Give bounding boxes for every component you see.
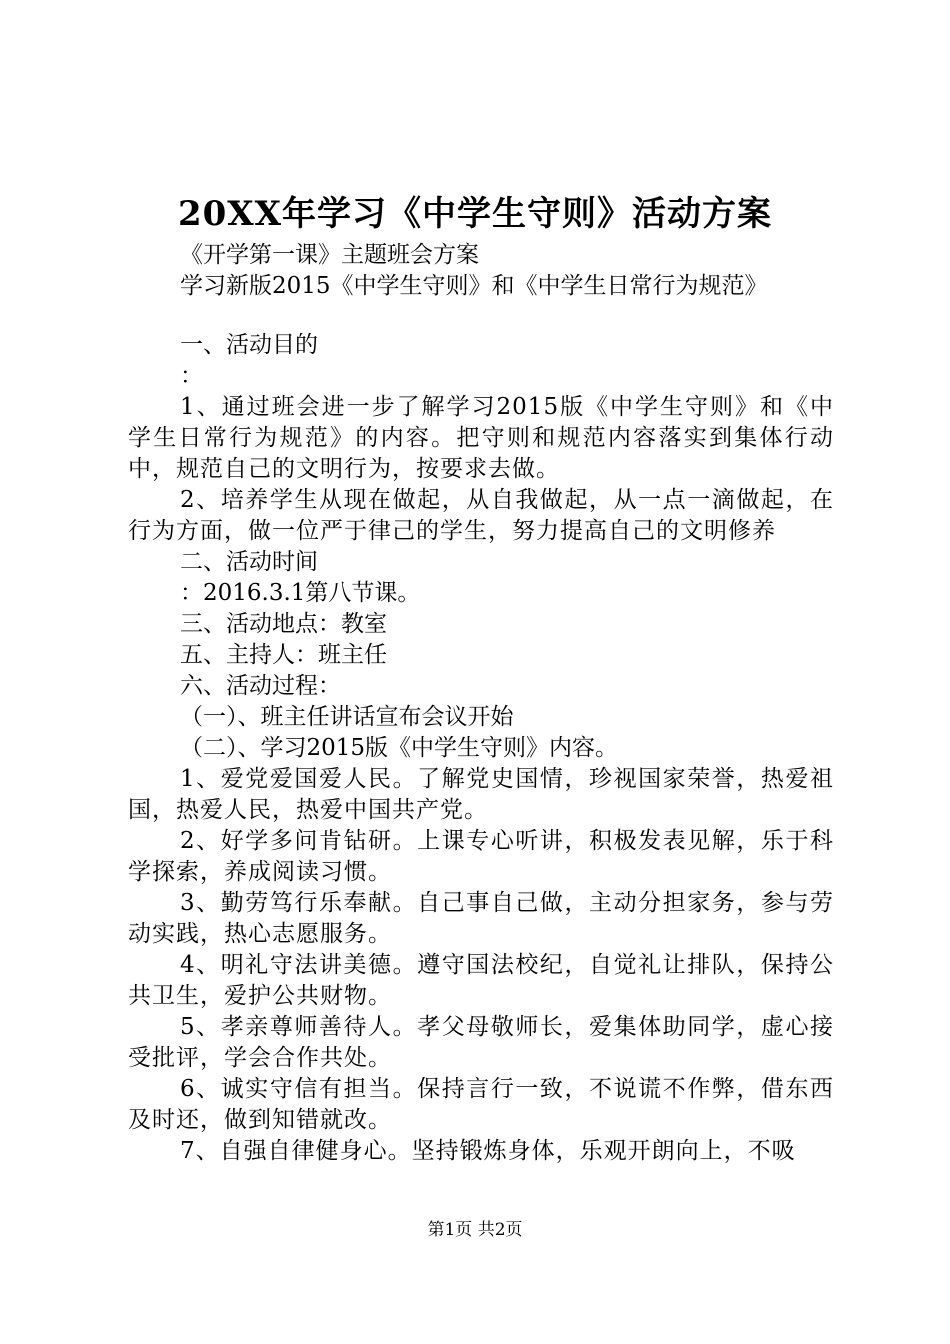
rule-item: 3、勤劳笃行乐奉献。自己事自己做，主动分担家务，参与劳动实践，热心志愿服务。 bbox=[128, 890, 834, 947]
paragraph: ： bbox=[180, 363, 203, 389]
rule-item: 4、明礼守法讲美德。遵守国法校纪，自觉礼让排队，保持公共卫生，爱护公共财物。 bbox=[128, 952, 834, 1009]
rule-item: 5、孝亲尊师善待人。孝父母敬师长，爱集体助同学，虚心接受批评，学会合作共处。 bbox=[128, 1014, 834, 1071]
page-footer: 第1页 共2页 bbox=[427, 1220, 523, 1240]
document-body bbox=[128, 240, 834, 1167]
paragraph: （二）、学习2015版《中学生守则》内容。 bbox=[180, 735, 619, 761]
rule-item: 6、诚实守信有担当。保持言行一致，不说谎不作弊，借东西及时还，做到知错就改。 bbox=[128, 1076, 834, 1133]
paragraph: ：2016.3.1第八节课。 bbox=[180, 580, 421, 606]
paragraph: （一）、班主任讲话宣布会议开始 bbox=[180, 704, 514, 730]
rule-item: 2、好学多问肯钻研。上课专心听讲，积极发表见解，乐于科学探索，养成阅读习惯。 bbox=[128, 828, 834, 885]
document-title: 20XX年学习《中学生守则》活动方案 bbox=[177, 194, 773, 234]
section-heading: 一、活动目的 bbox=[180, 332, 318, 358]
paragraph: 2、培养学生从现在做起，从自我做起，从一点一滴做起，在行为方面，做一位严于律己的学生，努力提高自己的文明修养 bbox=[128, 487, 834, 544]
rule-item: 1、爱党爱国爱人民。了解党史国情，珍视国家荣誉，热爱祖国，热爱人民，热爱中国共产党。 bbox=[128, 766, 834, 823]
section-heading: 五、主持人：班主任 bbox=[180, 642, 387, 668]
section-heading: 六、活动过程： bbox=[180, 673, 341, 699]
subtitle-line: 学习新版2015《中学生守则》和《中学生日常行为规范》 bbox=[180, 273, 768, 299]
section-heading: 二、活动时间 bbox=[180, 549, 318, 575]
rule-item: 7、自强自律健身心。坚持锻炼身体，乐观开朗向上，不吸 bbox=[180, 1138, 796, 1164]
paragraph: 1、通过班会进一步了解学习2015版《中学生守则》和《中学生日常行为规范》的内容。把守则和规范内容落实到集体行动中，规范自己的文明行为，按要求去做。 bbox=[128, 394, 834, 482]
subtitle-line: 《开学第一课》主题班会方案 bbox=[180, 242, 479, 268]
section-heading: 三、活动地点：教室 bbox=[180, 611, 387, 637]
